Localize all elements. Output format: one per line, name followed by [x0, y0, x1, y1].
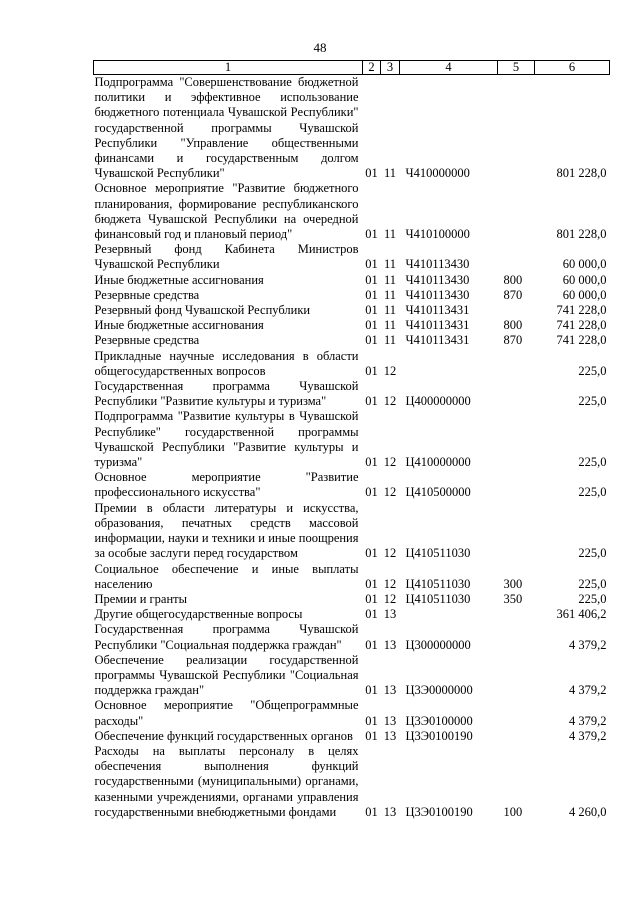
- row-name: Прикладные научные исследования в области общегосударственных вопросов: [94, 348, 359, 378]
- row-subsection: 13: [383, 728, 397, 743]
- row-expense-type: [498, 622, 535, 652]
- header-col-3: 3: [381, 61, 400, 75]
- row-target-code: Ц410511030: [405, 576, 471, 591]
- row-amount: 4 379,2: [569, 683, 607, 698]
- row-subsection: 11: [383, 227, 397, 242]
- row-subsection: 12: [383, 394, 397, 409]
- row-target-code: Ч410113431: [405, 303, 470, 318]
- row-section: 01: [365, 227, 378, 242]
- row-amount: 361 406,2: [556, 607, 607, 622]
- row-subsection: 11: [383, 166, 397, 181]
- row-expense-type: [498, 653, 535, 699]
- row-amount: 225,0: [578, 455, 607, 470]
- row-subsection: 12: [383, 576, 397, 591]
- row-name: Подпрограмма "Совершенствование бюджетной политики и эффективное использование бюджетного потенциала Чувашской Республики" государственной программы Чувашской Республики "Управление общественными финансами и государственным долгом Чувашской Республики": [94, 75, 359, 181]
- page-number: 48: [313, 40, 327, 55]
- row-expense-type: [498, 349, 535, 379]
- row-name: Резервные средства: [94, 333, 200, 348]
- row-name: Иные бюджетные ассигнования: [94, 272, 264, 287]
- table-row: [94, 653, 610, 699]
- row-name: Обеспечение функций государственных органов: [94, 728, 353, 743]
- row-name: Государственная программа Чувашской Республики "Развитие культуры и туризма": [94, 379, 359, 409]
- row-target-code: Ч410113431: [405, 333, 470, 348]
- row-expense-type: [498, 75, 535, 182]
- table-row: [94, 349, 610, 379]
- row-target-code: [400, 349, 498, 379]
- row-subsection: 13: [383, 607, 397, 622]
- row-expense-type: [498, 729, 535, 744]
- row-name: Резервные средства: [94, 287, 200, 302]
- header-col-1: 1: [94, 61, 363, 75]
- row-expense-type: [498, 470, 535, 500]
- table-row: [94, 273, 610, 288]
- row-section: 01: [365, 728, 378, 743]
- row-target-code: Ц410511030: [405, 591, 471, 606]
- row-name: Обеспечение реализации государственной программы Чувашской Республики "Социальная поддержка граждан": [94, 652, 359, 698]
- table-row: [94, 409, 610, 470]
- row-section: 01: [365, 607, 378, 622]
- row-target-code: Ц3Э0000000: [405, 683, 473, 698]
- row-name: Резервный фонд Кабинета Министров Чувашской Республики: [94, 242, 359, 272]
- row-name: Основное мероприятие "Развитие профессионального искусства": [94, 470, 359, 500]
- table-row: [94, 592, 610, 607]
- table-row: [94, 607, 610, 622]
- row-name: Расходы на выплаты персоналу в целях обеспечения выполнения функций государственными (муниципальными) органами, казенными учреждениями, органами управления государственными внебюджетными фондами: [94, 743, 359, 819]
- table-row: [94, 729, 610, 744]
- row-expense-type: [498, 409, 535, 470]
- row-subsection: 13: [383, 637, 397, 652]
- row-section: 01: [365, 394, 378, 409]
- table-row: [94, 318, 610, 333]
- row-section: 01: [365, 591, 378, 606]
- row-subsection: 13: [383, 683, 397, 698]
- row-target-code: Ц3Э0100000: [405, 713, 473, 728]
- row-section: 01: [365, 804, 378, 819]
- row-name: Другие общегосударственные вопросы: [94, 607, 303, 622]
- row-name: Основное мероприятие "Развитие бюджетного планирования, формирование республиканского бюджета Чувашской Республики на очередной финансовый год и плановый период": [94, 181, 359, 242]
- row-section: 01: [365, 576, 378, 591]
- row-target-code: Ц400000000: [405, 394, 471, 409]
- row-subsection: 12: [383, 485, 397, 500]
- row-expense-type: [498, 181, 535, 242]
- row-target-code: Ч410100000: [405, 227, 470, 242]
- row-amount: 4 260,0: [569, 804, 607, 819]
- row-name: Резервный фонд Чувашской Республики: [94, 303, 311, 318]
- row-subsection: 12: [383, 546, 397, 561]
- row-target-code: Ц410500000: [405, 485, 471, 500]
- row-amount: 225,0: [578, 591, 607, 606]
- table-row: [94, 181, 610, 242]
- row-amount: 4 379,2: [569, 637, 607, 652]
- row-expense-type: 800: [503, 318, 523, 333]
- row-target-code: Ц410000000: [405, 455, 471, 470]
- table-row: [94, 75, 610, 182]
- header-col-2: 2: [363, 61, 381, 75]
- table-row: [94, 622, 610, 652]
- row-amount: 60 000,0: [562, 257, 607, 272]
- row-section: 01: [365, 713, 378, 728]
- row-amount: 801 228,0: [556, 227, 607, 242]
- row-amount: 225,0: [578, 546, 607, 561]
- table-row: [94, 501, 610, 562]
- row-amount: 60 000,0: [562, 287, 607, 302]
- row-amount: 60 000,0: [562, 272, 607, 287]
- row-amount: 741 228,0: [556, 303, 607, 318]
- row-subsection: 12: [383, 591, 397, 606]
- row-section: 01: [365, 166, 378, 181]
- row-section: 01: [365, 363, 378, 378]
- row-subsection: 13: [383, 713, 397, 728]
- row-target-code: [400, 607, 498, 622]
- row-name: Премии и гранты: [94, 591, 188, 606]
- row-expense-type: 800: [503, 272, 523, 287]
- table-row: [94, 379, 610, 409]
- row-expense-type: [498, 501, 535, 562]
- row-amount: 225,0: [578, 576, 607, 591]
- header-col-4: 4: [400, 61, 498, 75]
- table-row: [94, 303, 610, 318]
- row-amount: 4 379,2: [569, 728, 607, 743]
- row-target-code: Ч410113430: [405, 272, 470, 287]
- row-section: 01: [365, 257, 378, 272]
- row-target-code: Ч410113430: [405, 287, 470, 302]
- row-subsection: 12: [383, 455, 397, 470]
- row-expense-type: 350: [503, 591, 523, 606]
- row-subsection: 11: [383, 257, 397, 272]
- row-name: Подпрограмма "Развитие культуры в Чувашской Республике" государственной программы Чувашской Республики "Развитие культуры и туризма": [94, 409, 359, 470]
- row-section: 01: [365, 455, 378, 470]
- row-target-code: Ч410113431: [405, 318, 470, 333]
- row-amount: 225,0: [578, 394, 607, 409]
- table-header-row: [94, 61, 610, 75]
- table-row: [94, 562, 610, 592]
- row-section: 01: [365, 485, 378, 500]
- row-subsection: 13: [383, 804, 397, 819]
- row-name: Государственная программа Чувашской Республики "Социальная поддержка граждан": [94, 622, 359, 652]
- row-target-code: Ц300000000: [405, 637, 471, 652]
- row-subsection: 11: [383, 272, 397, 287]
- row-amount: 741 228,0: [556, 333, 607, 348]
- row-section: 01: [365, 683, 378, 698]
- row-subsection: 11: [383, 333, 397, 348]
- row-subsection: 11: [383, 287, 397, 302]
- row-expense-type: [498, 242, 535, 272]
- header-col-5: 5: [498, 61, 535, 75]
- row-amount: 741 228,0: [556, 318, 607, 333]
- row-target-code: Ц3Э0100190: [405, 728, 473, 743]
- row-section: 01: [365, 637, 378, 652]
- table-row: [94, 242, 610, 272]
- row-amount: 4 379,2: [569, 713, 607, 728]
- row-subsection: 12: [383, 363, 397, 378]
- table-row: [94, 333, 610, 348]
- row-section: 01: [365, 546, 378, 561]
- row-target-code: Ч410000000: [405, 166, 470, 181]
- row-name: Социальное обеспечение и иные выплаты населению: [94, 561, 359, 591]
- row-subsection: 11: [383, 318, 397, 333]
- row-expense-type: [498, 607, 535, 622]
- header-col-6: 6: [535, 61, 610, 75]
- row-amount: 225,0: [578, 485, 607, 500]
- row-expense-type: 870: [503, 333, 523, 348]
- row-subsection: 11: [383, 303, 397, 318]
- row-amount: 225,0: [578, 363, 607, 378]
- row-amount: 801 228,0: [556, 166, 607, 181]
- budget-table: [93, 60, 610, 820]
- table-row: [94, 698, 610, 728]
- row-expense-type: [498, 698, 535, 728]
- row-target-code: Ц3Э0100190: [405, 804, 473, 819]
- row-section: 01: [365, 303, 378, 318]
- row-section: 01: [365, 287, 378, 302]
- row-expense-type: 870: [503, 287, 523, 302]
- table-row: [94, 470, 610, 500]
- row-section: 01: [365, 333, 378, 348]
- row-expense-type: 300: [503, 576, 523, 591]
- row-name: Основное мероприятие "Общепрограммные расходы": [94, 698, 359, 728]
- row-target-code: Ц410511030: [405, 546, 471, 561]
- row-section: 01: [365, 318, 378, 333]
- row-expense-type: 100: [503, 804, 523, 819]
- table-row: [94, 744, 610, 820]
- row-expense-type: [498, 303, 535, 318]
- row-name: Иные бюджетные ассигнования: [94, 318, 264, 333]
- row-target-code: Ч410113430: [405, 257, 470, 272]
- row-name: Премии в области литературы и искусства, образования, печатных средств массовой информации, науки и техники и иные поощрения за особые заслуги перед государством: [94, 500, 359, 561]
- row-expense-type: [498, 379, 535, 409]
- row-section: 01: [365, 272, 378, 287]
- table-row: [94, 288, 610, 303]
